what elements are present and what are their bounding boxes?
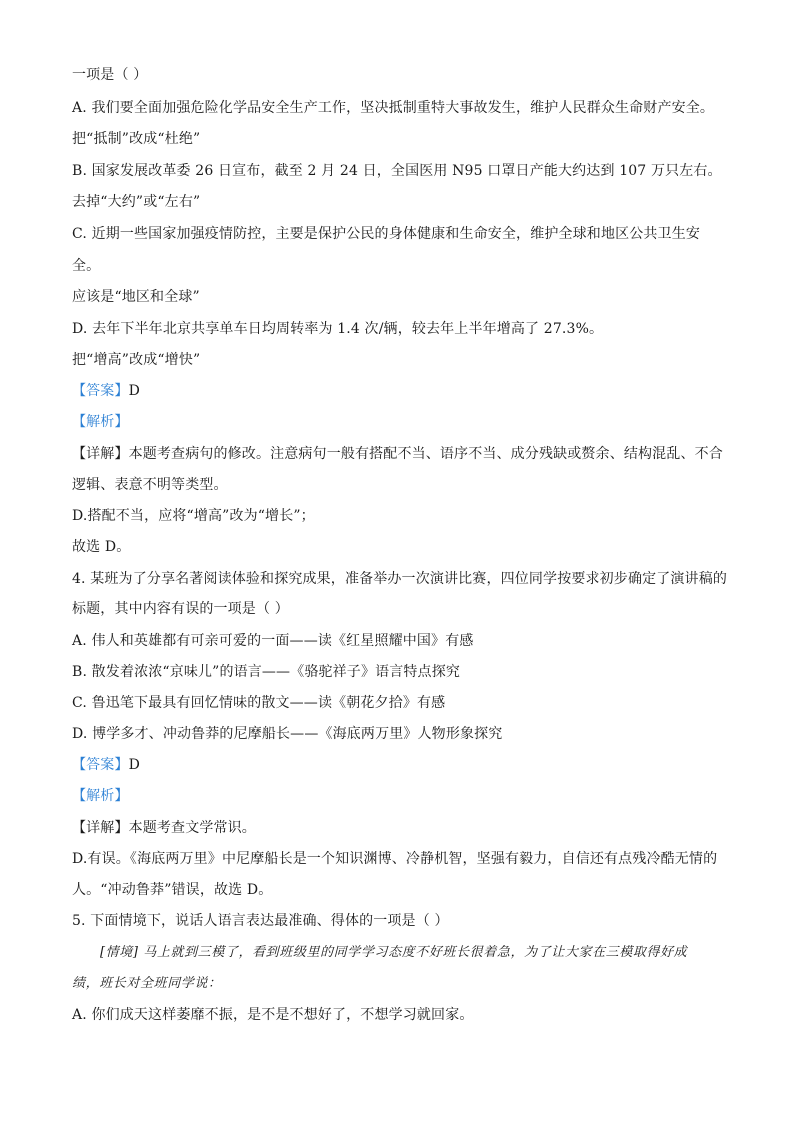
q4-answer-tag: 【答案】	[72, 757, 129, 773]
q4-option-a: A. 伟人和英雄都有可亲可爱的一面——读《红星照耀中国》有感	[72, 633, 474, 649]
detail-text: 本题考查病句的修改。注意病句一般有搭配不当、语序不当、成分残缺或赘余、结构混乱、不合	[128, 446, 723, 462]
detail-conclusion: 故选 D。	[72, 539, 131, 555]
q4-answer-value: D	[128, 757, 140, 773]
q4-detail-conclusion: 人。“冲动鲁莽”错误，故选 D。	[72, 882, 273, 898]
q5-situation: [情境] 马上就到三模了，看到班级里的同学学习态度不好班长很着急，为了让大家在三模取得好成	[100, 945, 688, 960]
option-d-revision: 把“增高”改成“增快”	[72, 352, 201, 368]
q5-option-a: A. 你们成天这样萎靡不振，是不是不想好了，不想学习就回家。	[72, 1007, 474, 1023]
option-a: A. 我们要全面加强危险化学品安全生产工作，坚决抵制重特大事故发生，维护人民群众生命财产安全。	[72, 100, 715, 116]
q4-option-b: B. 散发着浓浓“京味儿”的语言——《骆驼祥子》语言特点探究	[72, 664, 461, 680]
answer-tag: 【答案】	[72, 383, 129, 399]
q4-option-d: D. 博学多才、冲动鲁莽的尼摩船长——《海底两万里》人物形象探究	[72, 726, 503, 742]
q4-detail-tag: 【详解】	[72, 820, 129, 836]
q4-option-c: C. 鲁迅笔下最具有回忆情味的散文——读《朝花夕拾》有感	[72, 695, 446, 711]
detail-continued: 逻辑、表意不明等类型。	[72, 477, 228, 493]
q4-detail-explanation: D.有误。《海底两万里》中尼摩船长是一个知识渊博、冷静机智，坚强有毅力，自信还有点残冷酷无情的	[72, 851, 718, 867]
q5-situation-continued: 绩，班长对全班同学说：	[72, 976, 222, 991]
answer-line	[72, 382, 140, 400]
detail-explanation: D.搭配不当，应将“增高”改为“增长”；	[72, 508, 315, 524]
option-c: C. 近期一些国家加强疫情防控，主要是保护公民的身体健康和生命安全，维护全球和地区公共卫生安	[72, 226, 701, 242]
option-b: B. 国家发展改革委 26 日宣布，截至 2 月 24 日，全国医用 N95 口罩日产能大约达到 107 万只左右。	[72, 163, 722, 179]
analysis-tag: 【解析】	[72, 414, 129, 430]
option-a-revision: 把“抵制”改成“杜绝”	[72, 131, 201, 147]
question-4-stem-continued: 标题，其中内容有误的一项是（ ）	[72, 601, 289, 617]
option-c-continued: 全。	[72, 258, 101, 274]
q4-detail-text: 本题考查文学常识。	[128, 820, 256, 836]
question-stem-end: 一项是（ ）	[72, 67, 148, 83]
detail-line	[72, 445, 723, 463]
option-c-revision: 应该是“地区和全球”	[72, 289, 200, 305]
q4-analysis-tag: 【解析】	[72, 788, 129, 804]
q4-answer-line	[72, 756, 140, 774]
answer-value: D	[128, 383, 140, 399]
option-d: D. 去年下半年北京共享单车日均周转率为 1.4 次/辆，较去年上半年增高了 27.3%。	[72, 321, 604, 337]
question-5-stem: 5. 下面情境下，说话人语言表达最准确、得体的一项是（ ）	[72, 913, 449, 929]
option-b-revision: 去掉“大约”或“左右”	[72, 194, 201, 210]
q4-detail-line	[72, 819, 256, 837]
question-4-stem: 4. 某班为了分享名著阅读体验和探究成果，准备举办一次演讲比赛，四位同学按要求初步确定了演讲稿的	[72, 571, 728, 587]
detail-tag: 【详解】	[72, 446, 129, 462]
